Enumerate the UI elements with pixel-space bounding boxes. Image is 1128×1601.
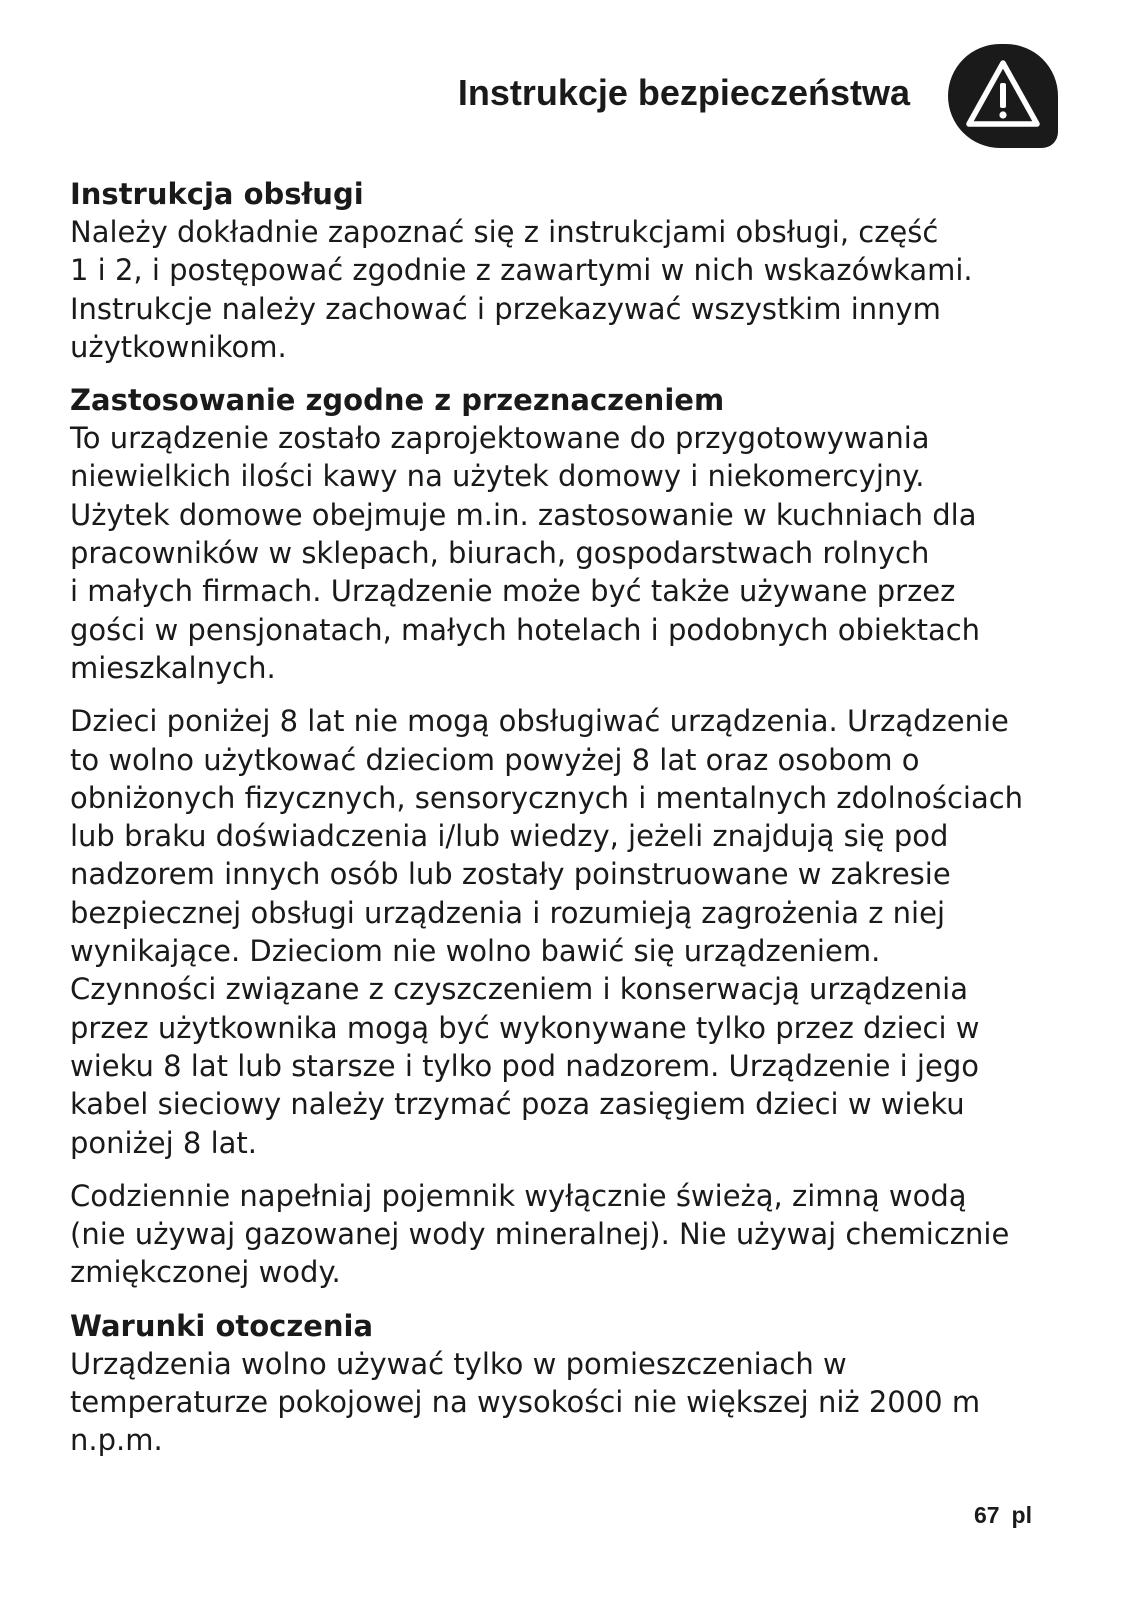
text-line: poniżej 8 lat. — [70, 1125, 258, 1160]
text-line: n.p.m. — [70, 1423, 163, 1458]
text-line: nadzorem innych osób lub zostały poinstruowane w zakresie — [70, 857, 951, 892]
paragraph — [70, 419, 1070, 687]
warning-badge — [948, 44, 1058, 148]
text-line: niewielkich ilości kawy na użytek domowy i niekomercyjny. — [70, 459, 925, 494]
text-line: wieku 8 lat lub starsze i tylko pod nadzorem. Urządzenie i jego — [70, 1048, 979, 1083]
document-body — [70, 175, 1070, 1460]
text-line: Urządzenia wolno używać tylko w pomieszczeniach w — [70, 1346, 847, 1381]
page-header — [0, 44, 1060, 148]
text-line: zmiękczonej wody. — [70, 1255, 341, 1290]
text-line: lub braku doświadczenia i/lub wiedzy, jeżeli znajdują się pod — [70, 819, 949, 854]
text-line: i małych firmach. Urządzenie może być także używane przez — [70, 574, 956, 609]
page-title: Instrukcje bezpieczeństwa — [457, 72, 910, 113]
text-line: Użytek domowe obejmuje m.in. zastosowanie w kuchniach dla — [70, 497, 977, 532]
text-line: pracowników w sklepach, biurach, gospodarstwach rolnych — [70, 536, 930, 571]
text-line: bezpiecznej obsługi urządzenia i rozumieją zagrożenia z niej — [70, 895, 945, 930]
section-heading: Zastosowanie zgodne z przeznaczeniem — [70, 383, 725, 418]
paragraph — [70, 1345, 1070, 1460]
text-line: Codziennie napełniaj pojemnik wyłącznie świeżą, zimną wodą — [70, 1178, 967, 1213]
text-line: kabel sieciowy należy trzymać poza zasięgiem dzieci w wieku — [70, 1087, 965, 1122]
text-line: To urządzenie zostało zaprojektowane do przygotowywania — [70, 421, 930, 456]
text-line: mieszkalnych. — [70, 650, 276, 685]
paragraph — [70, 213, 1070, 366]
section-warunki-otoczenia — [70, 1307, 1070, 1460]
paragraph — [70, 702, 1070, 1162]
page-footer — [974, 1501, 1032, 1529]
section-heading: Warunki otoczenia — [70, 1308, 374, 1343]
text-line: obniżonych fizycznych, sensorycznych i mentalnych zdolnościach — [70, 780, 1024, 815]
language-code: pl — [1011, 1502, 1032, 1528]
text-line: Dzieci poniżej 8 lat nie mogą obsługiwać urządzenia. Urządzenie — [70, 704, 1009, 739]
section-instrukcja-obslugi — [70, 175, 1070, 366]
text-line: temperaturze pokojowej na wysokości nie większej niż 2000 m — [70, 1385, 981, 1420]
section-heading: Instrukcja obsługi — [70, 177, 364, 211]
text-line: przez użytkownika mogą być wykonywane tylko przez dzieci w — [70, 1010, 980, 1045]
text-line: Czynności związane z czyszczeniem i konserwacją urządzenia — [70, 972, 969, 1007]
text-line: wynikające. Dzieciom nie wolno bawić się urządzeniem. — [70, 934, 881, 969]
text-line: gości w pensjonatach, małych hotelach i podobnych obiektach — [70, 612, 981, 647]
section-zastosowanie — [70, 381, 1070, 1292]
text-line: 1 i 2, i postępować zgodnie z zawartymi w nich wskazówkami. — [70, 253, 973, 288]
page-number: 67 — [973, 1502, 1000, 1528]
text-line: Instrukcje należy zachować i przekazywać wszystkim innym — [70, 291, 941, 326]
text-line: użytkownikom. — [70, 329, 287, 364]
text-line: (nie używaj gazowanej wody mineralnej). Nie używaj chemicznie — [70, 1217, 1010, 1252]
warning-triangle-icon — [962, 54, 1044, 136]
text-line: Należy dokładnie zapoznać się z instrukcjami obsługi, część — [70, 215, 939, 249]
paragraph — [70, 1177, 1070, 1292]
text-line: to wolno użytkować dzieciom powyżej 8 lat oraz osobom o — [70, 742, 920, 777]
